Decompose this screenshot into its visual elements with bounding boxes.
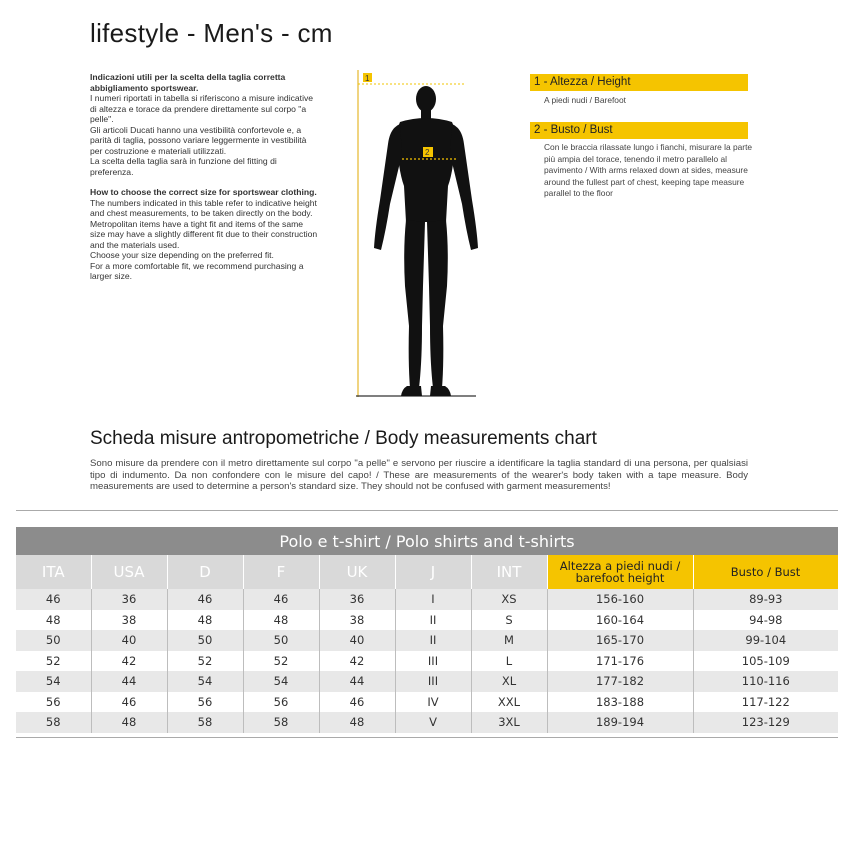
table-cell: III xyxy=(395,671,471,692)
table-cell: 42 xyxy=(91,651,167,672)
table-cell: 36 xyxy=(91,589,167,610)
table-cell: 160-164 xyxy=(547,610,693,631)
table-row xyxy=(16,651,838,672)
table-row xyxy=(16,589,838,610)
table-cell: 36 xyxy=(319,589,395,610)
table-cell: 3XL xyxy=(471,712,547,733)
body-silhouette-figure xyxy=(356,70,496,400)
table-cell: 117-122 xyxy=(693,692,838,713)
table-cell: 54 xyxy=(167,671,243,692)
table-cell: III xyxy=(395,651,471,672)
table-cell: 38 xyxy=(319,610,395,631)
table-cell: 99-104 xyxy=(693,630,838,651)
col-header-int: INT xyxy=(471,555,547,589)
marker-2-label: 2 xyxy=(425,148,430,157)
table-bottom-divider xyxy=(16,737,838,738)
table-cell: 54 xyxy=(243,671,319,692)
table-cell: 177-182 xyxy=(547,671,693,692)
table-cell: 105-109 xyxy=(693,651,838,672)
table-cell: I xyxy=(395,589,471,610)
intro-en-line: The numbers indicated in this table refer to indicative height and chest measurements, to be taken directly on the body. xyxy=(90,197,317,218)
table-cell: 50 xyxy=(243,630,319,651)
divider xyxy=(16,510,838,511)
table-cell: V xyxy=(395,712,471,733)
table-cell: 110-116 xyxy=(693,671,838,692)
table-cell: 54 xyxy=(16,671,91,692)
table-cell: 94-98 xyxy=(693,610,838,631)
human-silhouette xyxy=(374,86,478,396)
table-cell: 44 xyxy=(91,671,167,692)
chart-description: Sono misure da prendere con il metro direttamente sul corpo "a pelle" e servono per riuscire a identificare la taglia standard di una persona, per qualsiasi tipo di indumento. Da non confondere con le misure del capo! / These are measurements of the wearer's body taken with a tape measure. Body measurements are used to determine a person's standard size. They should not be confused with garment measurements! xyxy=(90,458,748,493)
col-header-j: J xyxy=(395,555,471,589)
height-measure-label: 1 - Altezza / Height xyxy=(530,74,748,91)
page-title: lifestyle - Men's - cm xyxy=(90,18,333,48)
table-cell: 48 xyxy=(319,712,395,733)
table-cell: 52 xyxy=(167,651,243,672)
table-cell: 42 xyxy=(319,651,395,672)
table-cell: 44 xyxy=(319,671,395,692)
intro-en-heading: How to choose the correct size for sportswear clothing. xyxy=(90,187,317,197)
table-cell: 56 xyxy=(243,692,319,713)
table-row xyxy=(16,692,838,713)
table-header-row xyxy=(16,555,838,589)
table-row xyxy=(16,630,838,651)
intro-it-line: I numeri riportati in tabella si riferiscono a misure indicative di altezza e torace da prendere direttamente sul corpo "a pelle". xyxy=(90,93,314,124)
table-title: Polo e t-shirt / Polo shirts and t-shirts xyxy=(16,527,838,555)
intro-it-line: Gli articoli Ducati hanno una vestibilità confortevole e, a parità di taglia, possono variare leggermente in vestibilità per costruzione e materiali utilizzati. xyxy=(90,124,307,156)
table-cell: 46 xyxy=(16,589,91,610)
table-cell: XXL xyxy=(471,692,547,713)
table-cell: 46 xyxy=(319,692,395,713)
table-cell: 89-93 xyxy=(693,589,838,610)
table-cell: 48 xyxy=(16,610,91,631)
table-cell: 52 xyxy=(16,651,91,672)
col-header-d: D xyxy=(167,555,243,589)
table-row xyxy=(16,671,838,692)
table-cell: 46 xyxy=(243,589,319,610)
intro-en-line: Metropolitan items have a tight fit and items of the same size may have a slightly different fit due to their construction and the materials used. xyxy=(90,218,318,250)
table-cell: 52 xyxy=(243,651,319,672)
col-header-f: F xyxy=(243,555,319,589)
table-cell: 183-188 xyxy=(547,692,693,713)
height-measure-text: A piedi nudi / Barefoot xyxy=(544,95,626,105)
table-cell: 48 xyxy=(243,610,319,631)
table-cell: 58 xyxy=(167,712,243,733)
col-header-bust: Busto / Bust xyxy=(693,555,838,589)
table-cell: 46 xyxy=(91,692,167,713)
table-cell: 48 xyxy=(167,610,243,631)
table-cell: 123-129 xyxy=(693,712,838,733)
table-cell: 58 xyxy=(16,712,91,733)
table-cell: IV xyxy=(395,692,471,713)
intro-it-heading: Indicazioni utili per la scelta della taglia corretta abbigliamento sportswear. xyxy=(90,72,286,93)
table-cell: 156-160 xyxy=(547,589,693,610)
table-cell: 40 xyxy=(91,630,167,651)
table-row xyxy=(16,712,838,733)
table-cell: S xyxy=(471,610,547,631)
bust-measure-label: 2 - Busto / Bust xyxy=(530,122,748,139)
table-cell: 171-176 xyxy=(547,651,693,672)
table-cell: M xyxy=(471,630,547,651)
table-row xyxy=(16,610,838,631)
col-header-uk: UK xyxy=(319,555,395,589)
intro-en-line: For a more comfortable fit, we recommend purchasing a larger size. xyxy=(90,260,304,281)
table-cell: 189-194 xyxy=(547,712,693,733)
table-cell: 56 xyxy=(16,692,91,713)
bust-measure-text: Con le braccia rilassate lungo i fianchi, misurare la parte più ampia del torace, tenendo il metro parallelo al pavimento / With arms relaxed down at sides, measure around the fullest part of chest, keeping tape measure parallel to the floor xyxy=(544,142,753,198)
table-cell: L xyxy=(471,651,547,672)
table-cell: XS xyxy=(471,589,547,610)
table-cell: 46 xyxy=(167,589,243,610)
table-cell: II xyxy=(395,610,471,631)
chart-heading: Scheda misure antropometriche / Body measurements chart xyxy=(90,428,597,449)
table-cell: 40 xyxy=(319,630,395,651)
table-cell: 38 xyxy=(91,610,167,631)
col-header-height: Altezza a piedi nudi / barefoot height xyxy=(547,555,693,589)
col-header-usa: USA xyxy=(91,555,167,589)
table-cell: 58 xyxy=(243,712,319,733)
table-cell: 50 xyxy=(16,630,91,651)
table-cell: XL xyxy=(471,671,547,692)
intro-it-line: La scelta della taglia sarà in funzione del fitting di preferenza. xyxy=(90,156,277,177)
col-header-ita: ITA xyxy=(16,555,91,589)
table-cell: 165-170 xyxy=(547,630,693,651)
table-cell: 56 xyxy=(167,692,243,713)
table-cell: 50 xyxy=(167,630,243,651)
size-table xyxy=(16,527,839,733)
size-guide-intro xyxy=(90,72,318,282)
table-cell: 48 xyxy=(91,712,167,733)
intro-en-line: Choose your size depending on the preferred fit. xyxy=(90,250,274,260)
marker-1-label: 1 xyxy=(365,74,370,83)
table-cell: II xyxy=(395,630,471,651)
